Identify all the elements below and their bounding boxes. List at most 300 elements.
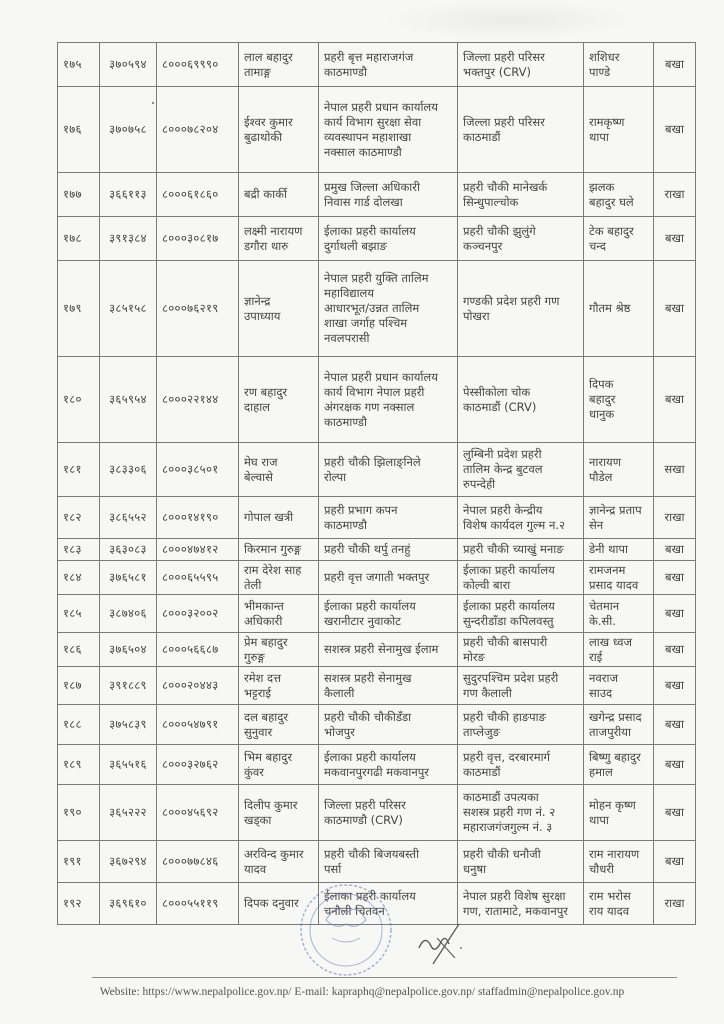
current-unit-line: प्रहरी वृत्त जगाती भक्तपुर — [324, 570, 430, 584]
new-unit-line: सुदुरपश्चिम प्रदेश प्रहरी — [463, 670, 559, 685]
name-line: तामाङ्ग — [244, 64, 271, 79]
serial-number-cell: १८० — [58, 357, 100, 443]
current-unit-line: महाविद्यालय — [324, 286, 375, 300]
new-unit-line: प्रहरी चौकी झुलुंगे — [463, 223, 536, 238]
table-row — [58, 633, 696, 667]
replacement-line: बहादुर घले — [589, 194, 634, 209]
name-line: उपाध्याय — [244, 308, 281, 323]
new-unit-cell — [458, 841, 584, 883]
new-unit-cell — [458, 357, 584, 443]
category-cell: बखा — [654, 87, 696, 173]
current-unit-line: काठमाण्डौ — [324, 414, 367, 429]
replacement-cell — [584, 561, 654, 595]
new-unit-line: प्रहरी चौकी मानेखर्क — [463, 179, 548, 194]
current-unit-cell — [319, 667, 458, 705]
serial-number-cell: १७५ — [58, 43, 100, 87]
replacement-line: धानुक — [589, 407, 615, 421]
serial-number-cell: १८४ — [58, 561, 100, 595]
new-unit-line: रुपन्देही — [463, 477, 496, 491]
current-unit-cell — [319, 43, 458, 87]
name-cell — [239, 785, 319, 841]
category-cell: सखा — [654, 443, 696, 497]
transfer-roster-table — [57, 42, 696, 925]
serial-number-cell: १८६ — [58, 633, 100, 667]
current-unit-cell — [319, 217, 458, 261]
replacement-line: ज्ञानेन्द्र प्रताप — [589, 502, 642, 517]
replacement-cell — [584, 539, 654, 561]
new-unit-line: महाराजगंजगुल्म नं. ३ — [463, 820, 553, 834]
category-cell: बखा — [654, 667, 696, 705]
replacement-line: राम नारायण — [589, 846, 640, 861]
employee-id-cell: ८०००६५५९५ — [157, 561, 239, 595]
police-number-cell: ३७०७५८ — [100, 87, 157, 173]
replacement-line: खगेन्द्र प्रसाद — [589, 709, 642, 724]
employee-id-cell: ८०००१४१९० — [157, 497, 239, 539]
new-unit-cell — [458, 261, 584, 357]
police-number-cell: ३६५२२२ — [100, 785, 157, 841]
table-row — [58, 595, 696, 633]
new-unit-cell — [458, 443, 584, 497]
name-cell — [239, 357, 319, 443]
table-row — [58, 43, 696, 87]
new-unit-line: सिन्धुपाल्चोक — [463, 194, 519, 209]
replacement-line: सेन — [589, 517, 604, 532]
serial-number-cell: १८५ — [58, 595, 100, 633]
new-unit-line: गण कैलाली — [463, 685, 512, 700]
serial-number-cell: १८२ — [58, 497, 100, 539]
replacement-line: हमाल — [589, 764, 613, 779]
name-cell — [239, 595, 319, 633]
name-line: तेली — [244, 577, 262, 592]
name-line: दिपक दनुवार — [244, 896, 299, 910]
category-cell: बखा — [654, 357, 696, 443]
replacement-line: प्रसाद यादव — [589, 577, 639, 592]
category-cell: बखा — [654, 595, 696, 633]
police-number-cell: ३८७४०६ — [100, 595, 157, 633]
name-line: गुरुङ्ग — [244, 649, 265, 664]
table-row — [58, 87, 696, 173]
employee-id-cell: ८०००६९९९० — [157, 43, 239, 87]
current-unit-line: आधारभूत/उन्नत तालिम — [324, 301, 420, 315]
category-cell: बखा — [654, 745, 696, 785]
new-unit-line: भक्तपुर (CRV) — [463, 64, 531, 79]
new-unit-line: काठमाडौं — [463, 129, 501, 144]
name-line: रण बहादुर — [244, 384, 288, 399]
new-unit-cell — [458, 173, 584, 217]
current-unit-line: प्रहरी प्रभाग कपन — [324, 502, 398, 517]
new-unit-line: सशस्त्र प्रहरी गण नं. २ — [463, 805, 556, 819]
serial-number-cell: १७९ — [58, 261, 100, 357]
name-line: बुढाथोकी — [244, 129, 283, 144]
replacement-line: के.सी. — [589, 613, 616, 628]
police-number-cell: ३९१३८४ — [100, 217, 157, 261]
police-number-cell: ३६३०८३ — [100, 539, 157, 561]
replacement-line: साउद — [589, 685, 613, 700]
serial-number-cell: १७७ — [58, 173, 100, 217]
table-row — [58, 539, 696, 561]
new-unit-line: जिल्ला प्रहरी परिसर — [463, 114, 545, 129]
table-row — [58, 261, 696, 357]
employee-id-cell: ८०००५६६८७ — [157, 633, 239, 667]
employee-id-cell: ८०००५५११९ — [157, 883, 239, 925]
replacement-line: राम भरोस — [589, 888, 631, 903]
current-unit-line: नेपाल प्रहरी प्रधान कार्यालय — [324, 369, 438, 384]
current-unit-line: व्यवस्थापन महाशाखा — [324, 129, 412, 144]
replacement-line: लाख ध्वज — [589, 634, 633, 649]
new-unit-line: जिल्ला प्रहरी परिसर — [463, 49, 545, 64]
replacement-line: राय यादव — [589, 903, 630, 918]
current-unit-cell — [319, 539, 458, 561]
police-number-cell: ३८६५५२ — [100, 497, 157, 539]
replacement-line: नवराज — [589, 670, 618, 685]
current-unit-line: काठमाण्डौ (CRV) — [324, 812, 403, 827]
current-unit-line: मकवानपुरगढी मकवानपुर — [324, 764, 429, 779]
name-cell — [239, 217, 319, 261]
replacement-line: ताजपुरीया — [589, 724, 631, 739]
replacement-line: मोहन कृष्ण — [589, 797, 636, 812]
table-row — [58, 173, 696, 217]
serial-number-cell: १९१ — [58, 841, 100, 883]
new-unit-cell — [458, 667, 584, 705]
new-unit-line: कञ्चनपुर — [463, 238, 503, 253]
new-unit-cell — [458, 745, 584, 785]
serial-number-cell: १९२ — [58, 883, 100, 925]
employee-id-cell: ८०००४५६९२ — [157, 785, 239, 841]
name-cell — [239, 883, 319, 925]
name-cell — [239, 705, 319, 745]
replacement-line: थापा — [589, 129, 609, 144]
name-line: किरमान गुरुङ्ग — [244, 542, 302, 556]
police-number-cell: ३६७२९४ — [100, 841, 157, 883]
current-unit-cell — [319, 595, 458, 633]
roster-body — [58, 43, 696, 925]
current-unit-cell — [319, 87, 458, 173]
table-row — [58, 357, 696, 443]
new-unit-cell — [458, 595, 584, 633]
name-cell — [239, 43, 319, 87]
new-unit-line: नेपाल प्रहरी विशेष सुरक्षा — [463, 888, 566, 903]
employee-id-cell: ८०००५४७९१ — [157, 705, 239, 745]
table-row — [58, 561, 696, 595]
new-unit-cell — [458, 633, 584, 667]
name-line: ईश्वर कुमार — [244, 114, 293, 129]
name-line: सुनुवार — [244, 724, 273, 739]
current-unit-line: कार्य विभाग सुरक्षा सेवा — [324, 114, 422, 129]
current-unit-line: काठमाण्डौ — [324, 517, 367, 532]
current-unit-line: रोल्पा — [324, 469, 347, 484]
replacement-line: रामजनम — [589, 562, 626, 577]
police-number-cell: ३७६५०४ — [100, 633, 157, 667]
current-unit-line: प्रहरी बृत्त महाराजगंज — [324, 49, 414, 64]
current-unit-line: नक्साल काठमाण्डौ — [324, 144, 402, 159]
new-unit-line: प्रहरी वृत्त, दरबारमार्ग — [463, 749, 551, 764]
employee-id-cell: ८०००७८२०४ — [157, 87, 239, 173]
current-unit-cell — [319, 497, 458, 539]
current-unit-cell — [319, 261, 458, 357]
new-unit-line: प्रहरी चौकी हाङपाङ — [463, 709, 546, 724]
table-row — [58, 217, 696, 261]
police-number-cell: ३६९६१० — [100, 883, 157, 925]
replacement-line: राई — [589, 649, 603, 664]
footer-contact: Website: https://www.nepalpolice.gov.np/ E-mail: kapraphq@nepalpolice.gov.np/ staffadmin@nepalpolice.gov.np — [99, 986, 625, 998]
name-line: बेल्वासे — [244, 469, 273, 484]
serial-number-cell: १८१ — [58, 443, 100, 497]
current-unit-line: शाखा जर्गाह पश्चिम — [324, 316, 408, 330]
name-cell — [239, 561, 319, 595]
current-unit-line: खरानीटार नुवाकोट — [324, 613, 401, 628]
name-line: दल बहादुर — [244, 709, 289, 724]
category-cell: राखा — [654, 883, 696, 925]
police-number-cell: ३६५९५४ — [100, 357, 157, 443]
name-line: भीमकान्त — [244, 598, 284, 613]
category-cell: बखा — [654, 705, 696, 745]
table-row — [58, 785, 696, 841]
name-cell — [239, 745, 319, 785]
new-unit-cell — [458, 87, 584, 173]
police-number-cell: ३७०५९४ — [100, 43, 157, 87]
current-unit-cell — [319, 745, 458, 785]
police-number-cell: ३६६११३ — [100, 173, 157, 217]
current-unit-line: प्रमुख जिल्ला अधिकारी — [324, 179, 420, 194]
police-number-cell: ३७६५८१ — [100, 561, 157, 595]
police-number-cell: ३७५८३९ — [100, 705, 157, 745]
name-cell — [239, 87, 319, 173]
name-line: ज्ञानेन्द्र — [244, 293, 271, 308]
name-cell — [239, 667, 319, 705]
replacement-line: बिष्णु बहादुर — [589, 749, 641, 764]
new-unit-line: ताप्लेजुङ — [463, 724, 500, 739]
table-row — [58, 443, 696, 497]
category-cell: बखा — [654, 261, 696, 357]
current-unit-line: सशस्त्र प्रहरी सेनामुख ईलाम — [324, 642, 439, 656]
replacement-cell — [584, 43, 654, 87]
name-cell — [239, 443, 319, 497]
footer-divider — [92, 977, 677, 978]
name-line: गोपाल खत्री — [244, 510, 294, 524]
replacement-line: चन्द — [589, 238, 606, 253]
name-cell — [239, 497, 319, 539]
new-unit-line: गण्डकी प्रदेश प्रहरी गण — [463, 293, 560, 308]
current-unit-line: नवलपरासी — [324, 331, 370, 345]
replacement-cell — [584, 633, 654, 667]
name-cell — [239, 261, 319, 357]
new-unit-line: विशेष कार्यदल गुल्म न.२ — [463, 517, 565, 532]
serial-number-cell: १८३ — [58, 539, 100, 561]
new-unit-line: काठमाडौं — [463, 764, 501, 779]
current-unit-line: ईलाका प्रहरी कार्यालय — [324, 223, 416, 238]
current-unit-line: ईलाका प्रहरी कार्यालय — [324, 598, 416, 613]
current-unit-line: काठमाण्डौ — [324, 64, 367, 79]
new-unit-line: ईलाका प्रहरी कार्यालय — [463, 562, 555, 577]
replacement-line: पौडेल — [589, 469, 613, 484]
new-unit-line: सुन्दरीडाँडा कपिलवस्तु — [463, 613, 554, 628]
new-unit-cell — [458, 43, 584, 87]
new-unit-line: पोखरा — [463, 308, 490, 323]
table-row — [58, 705, 696, 745]
table-row — [58, 841, 696, 883]
new-unit-cell — [458, 539, 584, 561]
new-unit-line: ईलाका प्रहरी कार्यालय — [463, 598, 555, 613]
name-line: दाहाल — [244, 399, 270, 414]
current-unit-cell — [319, 633, 458, 667]
current-unit-cell — [319, 883, 458, 925]
current-unit-line: अंगरक्षक गण नक्साल — [324, 399, 415, 414]
scan-artifact — [380, 0, 640, 40]
new-unit-line: मोरङ — [463, 649, 485, 664]
new-unit-line: गण, रातामाटे, मकवानपुर — [463, 903, 568, 918]
name-line: राम देरेश साह — [244, 562, 302, 577]
new-unit-line: कोल्वी बारा — [463, 577, 511, 592]
replacement-line: पाण्डे — [589, 64, 611, 79]
current-unit-line: सशस्त्र प्रहरी सेनामुख — [324, 670, 412, 685]
new-unit-cell — [458, 217, 584, 261]
current-unit-cell — [319, 561, 458, 595]
replacement-cell — [584, 87, 654, 173]
current-unit-line: कैलाली — [324, 685, 355, 700]
employee-id-cell: ८०००७७८४६ — [157, 841, 239, 883]
name-line: यादव — [244, 861, 267, 876]
replacement-cell — [584, 745, 654, 785]
employee-id-cell: ८०००३२७६२ — [157, 745, 239, 785]
current-unit-line: ईलाका प्रहरी कार्यालय — [324, 888, 416, 903]
category-cell: बखा — [654, 539, 696, 561]
replacement-cell — [584, 173, 654, 217]
replacement-line: बहादुर — [589, 392, 616, 406]
replacement-line: शशिधर — [589, 49, 620, 64]
employee-id-cell: ८०००६१८६० — [157, 173, 239, 217]
name-line: अरविन्द कुमार — [244, 846, 304, 861]
category-cell: बखा — [654, 633, 696, 667]
current-unit-line: प्रहरी चौकी झिलाङ्निले — [324, 454, 421, 469]
replacement-cell — [584, 261, 654, 357]
category-cell: बखा — [654, 841, 696, 883]
replacement-line: थापा — [589, 812, 609, 827]
table-row — [58, 745, 696, 785]
new-unit-cell — [458, 883, 584, 925]
serial-number-cell: १८९ — [58, 745, 100, 785]
current-unit-cell — [319, 841, 458, 883]
category-cell: बखा — [654, 43, 696, 87]
employee-id-cell: ८०००३०८१७ — [157, 217, 239, 261]
current-unit-line: प्रहरी चौकी चौकीडँडा — [324, 709, 412, 724]
current-unit-cell — [319, 785, 458, 841]
current-unit-line: प्रहरी चौकी थर्पु तनहुं — [324, 542, 411, 556]
replacement-line: दिपक — [589, 377, 614, 391]
new-unit-line: प्रहरी चौकी बासपारी — [463, 634, 548, 649]
replacement-cell — [584, 883, 654, 925]
name-line: दिलीप कुमार — [244, 797, 298, 812]
name-line: अधिकारी — [244, 613, 283, 628]
replacement-cell — [584, 497, 654, 539]
name-cell — [239, 633, 319, 667]
current-unit-line: दुर्गाथली बझाङ — [324, 238, 387, 253]
employee-id-cell: ८०००२०४४३ — [157, 667, 239, 705]
new-unit-cell — [458, 705, 584, 745]
category-cell: बखा — [654, 785, 696, 841]
current-unit-cell — [319, 173, 458, 217]
category-cell: बखा — [654, 561, 696, 595]
current-unit-line: ईलाका प्रहरी कार्यालय — [324, 749, 416, 764]
replacement-line: रामकृष्ण — [589, 114, 625, 129]
table-row — [58, 667, 696, 705]
scan-dot — [152, 102, 154, 104]
category-cell: राखा — [654, 173, 696, 217]
name-line: बद्री कार्की — [244, 187, 287, 201]
current-unit-line: प्रहरी चौकी बिजयबस्ती — [324, 846, 420, 861]
employee-id-cell: ८०००७६२१९ — [157, 261, 239, 357]
name-line: कुंवर — [244, 764, 264, 779]
serial-number-cell: १७६ — [58, 87, 100, 173]
current-unit-line: भोजपुर — [324, 724, 355, 739]
current-unit-line: चनौली चितवन — [324, 903, 385, 918]
employee-id-cell: ८०००२२१४४ — [157, 357, 239, 443]
category-cell: राखा — [654, 497, 696, 539]
replacement-line: झलक — [589, 179, 615, 194]
replacement-line: गौतम श्रेष्ठ — [589, 301, 631, 315]
police-number-cell: ३८३३०६ — [100, 443, 157, 497]
table-row — [58, 497, 696, 539]
serial-number-cell: १९० — [58, 785, 100, 841]
new-unit-cell — [458, 497, 584, 539]
replacement-cell — [584, 443, 654, 497]
new-unit-line: धनुषा — [463, 861, 487, 876]
replacement-line: चौधरी — [589, 861, 615, 876]
new-unit-cell — [458, 785, 584, 841]
name-cell — [239, 173, 319, 217]
signature-mark — [415, 918, 465, 966]
replacement-cell — [584, 667, 654, 705]
new-unit-line: नेपाल प्रहरी केन्द्रीय — [463, 502, 543, 517]
replacement-line: डेनी थापा — [589, 542, 629, 556]
new-unit-line: प्रहरी चौकी च्याखुं मनाङ — [463, 542, 564, 556]
name-line: रमेश दत्त — [244, 670, 282, 685]
name-line: लक्ष्मी नारायण — [244, 223, 303, 238]
new-unit-line: तालिम केन्द्र बुटवल — [463, 462, 543, 476]
replacement-cell — [584, 595, 654, 633]
new-unit-line: प्रहरी चौकी धनौजी — [463, 846, 541, 861]
replacement-cell — [584, 217, 654, 261]
replacement-line: टेक बहादुर — [589, 223, 634, 238]
replacement-cell — [584, 785, 654, 841]
new-unit-line: काठमाडौं (CRV) — [463, 399, 537, 414]
current-unit-cell — [319, 705, 458, 745]
serial-number-cell: १८७ — [58, 667, 100, 705]
name-line: भट्टराई — [244, 685, 272, 700]
serial-number-cell: १८८ — [58, 705, 100, 745]
replacement-cell — [584, 357, 654, 443]
category-cell: बखा — [654, 217, 696, 261]
replacement-line: नारायण — [589, 454, 622, 469]
replacement-cell — [584, 841, 654, 883]
name-line: डगौरा थारु — [244, 238, 289, 253]
name-line: मेघ राज — [244, 454, 278, 469]
replacement-cell — [584, 705, 654, 745]
current-unit-line: नेपाल प्रहरी युक्ति तालिम — [324, 271, 429, 285]
new-unit-line: लुम्बिनी प्रदेश प्रहरी — [463, 447, 542, 461]
current-unit-cell — [319, 443, 458, 497]
current-unit-line: पर्सा — [324, 861, 342, 876]
name-cell — [239, 539, 319, 561]
employee-id-cell: ८०००३८५०१ — [157, 443, 239, 497]
name-line: खड्का — [244, 812, 272, 827]
table-row — [58, 883, 696, 925]
current-unit-line: नेपाल प्रहरी प्रधान कार्यालय — [324, 99, 438, 114]
name-line: प्रेम बहादुर — [244, 634, 288, 649]
new-unit-cell — [458, 561, 584, 595]
current-unit-cell — [319, 357, 458, 443]
employee-id-cell: ८०००४७४१२ — [157, 539, 239, 561]
police-number-cell: ३९१८८९ — [100, 667, 157, 705]
